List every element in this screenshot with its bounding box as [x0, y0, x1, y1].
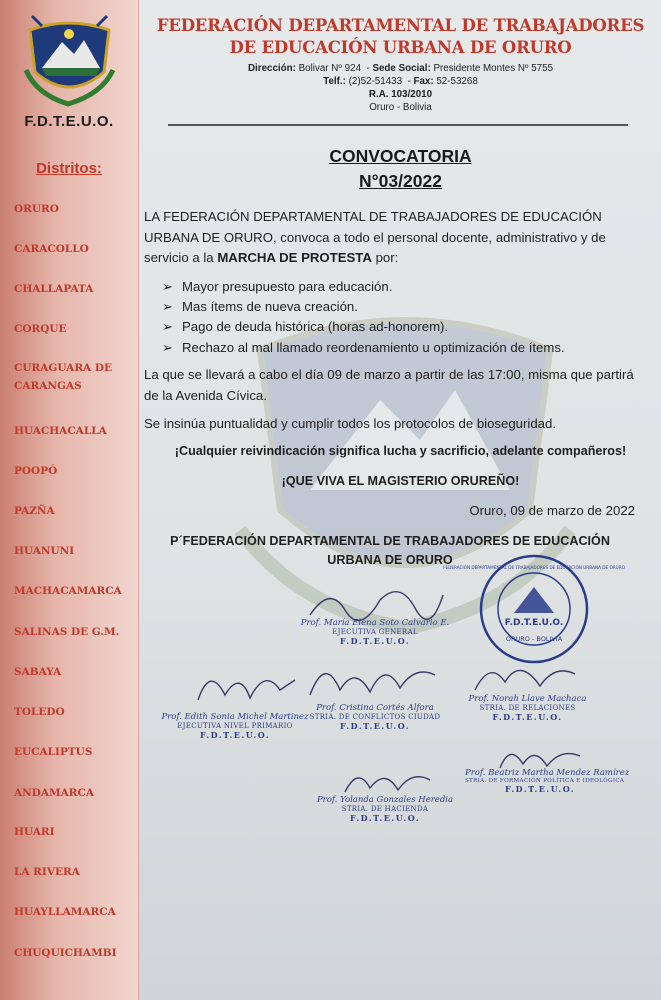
fax-value: 52-53268: [436, 76, 478, 87]
district-item: CHALLAPATA: [14, 283, 94, 295]
district-item: TOLEDO: [14, 706, 65, 718]
demand-item: ➢ Mayor presupuesto para educación.: [162, 277, 632, 297]
phone-label: Telf.:: [323, 76, 346, 87]
signer-block: Prof. Beatriz Martha Mendez Ramírez STRIA. DE FORMACIÓN POLÍTICA E IDEOLÓGICA F.D.T.E.U.O.: [465, 768, 630, 794]
district-item: HUAYLLAMARCA: [14, 906, 116, 918]
document-number: N°03/2022: [359, 171, 442, 191]
phone-line: Telf.: (2)52-51433 - Fax: 52-53268: [323, 76, 478, 87]
closing-org-line: URBANA DE ORURO: [327, 553, 453, 567]
arrow-bullet-icon: ➢: [162, 340, 174, 355]
signer-block: Prof. María Elena Soto Calvario E. EJECUTIVA GENERAL F.D.T.E.U.O.: [300, 618, 450, 646]
address-label: Dirección:: [247, 63, 296, 74]
district-item: POOPÓ: [14, 465, 58, 477]
schedule-paragraph: La que se llevará a cabo el día 09 de marzo a partir de las 17:00, misma que partirá de la Avenida Cívica.: [144, 367, 634, 403]
district-item: CARACOLLO: [14, 243, 89, 255]
district-item: EUCALIPTUS: [14, 746, 93, 758]
district-item: MACHACAMARCA: [14, 585, 122, 597]
org-name-line-2: DE EDUCACIÓN URBANA DE ORURO: [229, 38, 572, 57]
ra-number: R.A. 103/2010: [368, 89, 433, 100]
district-item: HUACHACALLA: [14, 425, 107, 437]
org-name-line-1: FEDERACIÓN DEPARTAMENTAL DE TRABAJADORES: [156, 16, 645, 35]
intro-paragraph: [144, 207, 636, 269]
signer-block: Prof. Cristina Cortés Alfora STRIA. DE CONFLICTOS CIUDAD F.D.T.E.U.O.: [309, 703, 441, 731]
arrow-bullet-icon: ➢: [162, 319, 174, 334]
federation-logo-icon: [22, 10, 117, 108]
district-item: SABAYA: [14, 666, 62, 678]
demand-item: ➢ Mas ítems de nueva creación.: [162, 297, 632, 317]
district-item: ANDAMARCA: [14, 787, 94, 799]
signature-scribble-icon: [470, 652, 580, 697]
district-item: CORQUE: [14, 323, 67, 335]
signature-scribble-icon: [190, 660, 300, 710]
official-stamp-icon: [443, 553, 625, 665]
slogan-line: ¡QUE VIVA EL MAGISTERIO ORUREÑO!: [281, 474, 520, 488]
district-item: SALINAS DE G.M.: [14, 626, 120, 638]
protocol-paragraph: Se insinúa puntualidad y cumplir todos los protocolos de bioseguridad.: [144, 416, 556, 431]
district-item: CURAGUARA DE CARANGAS: [14, 362, 112, 392]
district-item: HUARI: [14, 826, 55, 838]
sede-label: Sede Social:: [372, 63, 431, 74]
district-item: LA RIVERA: [14, 866, 80, 878]
fax-label: Fax:: [413, 76, 434, 87]
city-line: Oruro - Bolivia: [369, 102, 432, 113]
phone-value: (2)52-51433: [348, 76, 403, 87]
district-item: ORURO: [14, 203, 59, 215]
logo-caption: F.D.T.E.U.O.: [24, 113, 114, 130]
intro-bold: MARCHA DE PROTESTA: [217, 250, 372, 265]
signature-scribble-icon: [300, 650, 440, 705]
stamp-center-text: F.D.T.E.U.O.: [504, 618, 564, 628]
district-item: HUANUNI: [14, 545, 75, 557]
arrow-bullet-icon: ➢: [162, 279, 174, 294]
slogan-line: ¡Cualquier reivindicación significa lucha y sacrificio, adelante compañeros!: [174, 444, 627, 458]
document-date: Oruro, 09 de marzo de 2022: [469, 503, 635, 518]
arrow-bullet-icon: ➢: [162, 299, 174, 314]
district-item: PAZÑA: [14, 505, 55, 517]
demand-item: ➢ Rechazo al mal llamado reordenamiento u optimización de ítems.: [162, 338, 632, 358]
address-line: Dirección: Bolivar Nº 924 - Sede Social: Presidente Montes Nº 5755: [247, 63, 554, 74]
signer-block: Prof. Yolanda Gonzales Heredia STRIA. DE HACIENDA F.D.T.E.U.O.: [316, 795, 454, 823]
districts-heading: Distritos:: [36, 160, 102, 177]
signature-scribble-icon: [305, 580, 445, 622]
demand-item: ➢ Pago de deuda histórica (horas ad-honorem).: [162, 317, 632, 337]
address-value: Bolivar Nº 924: [298, 63, 362, 74]
intro-text: LA FEDERACIÓN DEPARTAMENTAL DE TRABAJADORES DE EDUCACIÓN URBANA DE ORURO, convoca a todo el personal docente, administrativo y de servicio a la: [144, 209, 606, 265]
district-item: CHUQUICHAMBI: [14, 947, 117, 959]
header-divider: [168, 124, 628, 126]
signer-block: Prof. Edith Sonia Michel Martinez EJECUTIVA NIVEL PRIMARIO F.D.T.E.U.O.: [161, 712, 309, 740]
districts-sidebar: [0, 0, 139, 1000]
signer-block: Prof. Norah Llave Machaca STRIA. DE RELACIONES F.D.T.E.U.O.: [468, 694, 587, 722]
stamp-ring-text: FEDERACIÓN DEPARTAMENTAL DE TRABAJADORES DE EDUCACIÓN URBANA DE ORURO: [443, 565, 625, 570]
closing-org-line: P´FEDERACIÓN DEPARTAMENTAL DE TRABAJADORES DE EDUCACIÓN: [170, 534, 610, 548]
signature-scribble-icon: [340, 760, 435, 798]
sede-value: Presidente Montes Nº 5755: [433, 63, 554, 74]
document-title: CONVOCATORIA: [329, 146, 472, 166]
stamp-bottom-text: ORURO - BOLIVIA: [505, 635, 563, 643]
intro-tail: por:: [371, 250, 399, 265]
